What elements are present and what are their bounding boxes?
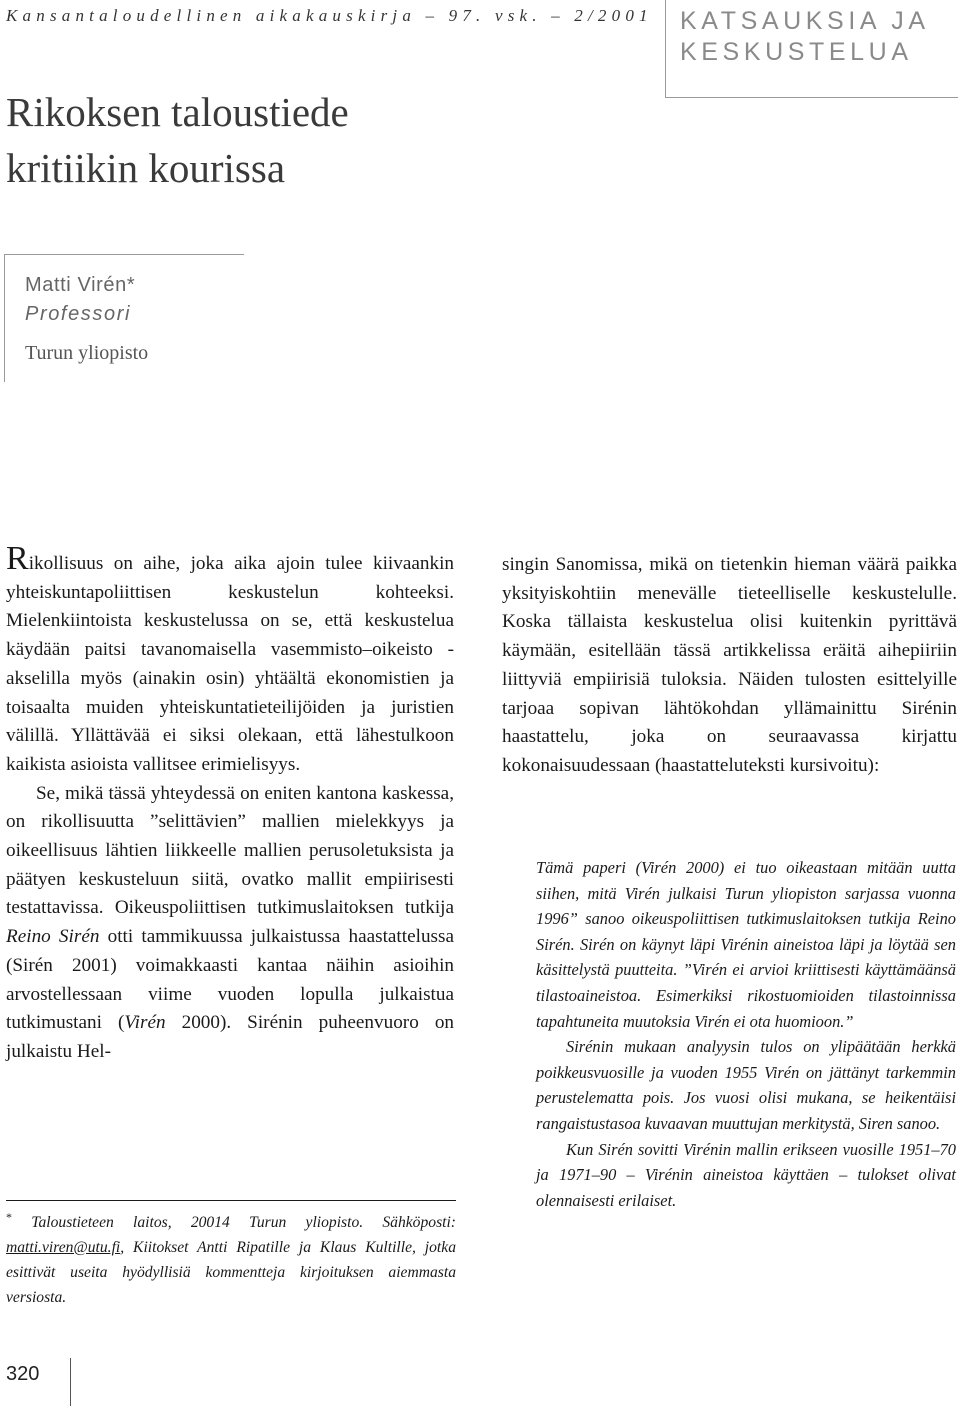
article-title-line1: Rikoksen taloustiede <box>6 89 349 135</box>
author-affiliation: Turun yliopisto <box>25 342 149 364</box>
author-name: Matti Virén* <box>25 274 136 296</box>
section-label <box>665 0 958 98</box>
footnote <box>6 1210 456 1310</box>
person-name-reference: Reino Sirén <box>6 926 100 948</box>
email-link[interactable]: matti.viren@utu.fi <box>6 1239 121 1256</box>
footnote-divider <box>6 1200 456 1201</box>
body-paragraph-1 <box>6 540 454 780</box>
section-label-line1: KATSAUKSIA JA <box>680 7 930 35</box>
body-paragraph-2 <box>6 780 454 1067</box>
quote-paragraph-1: Tämä paperi (Virén 2000) ei tuo oikeastaan mitään uutta siihen, mitä Virén julkaisi Turun yliopiston sarjassa vuonna 1996” sanoo oikeuspoliittisen tutkimuslaitoksen tutkija Reino Sirén. Sirén on käynyt läpi Virénin aineistoa läpi ja löytää sen käsittelystä puutteita. ”Virén ei arvioi kriittisesti käyttämäänsä tilastoaineistoa. Esimerkiksi rikostuomioiden tilastoinnissa tapahtuneita muutoksia Virén ei ota huomioon.” <box>536 858 956 1031</box>
body-paragraph-3: singin Sanomissa, mikä on tietenkin hieman väärä paikka yksityiskohtiin menevälle tieteelliselle keskustelulle. Koska tällaista keskustelua olisi kuitenkin pyrittävä käymään, esitellään tässä artikkelissa eräitä aihepiiriin liittyviä empiirisiä tuloksia. Näiden tulosten esittelyille tarjoaa sopivan lähtökohdan yllämainittu Sirénin haastattelu, joka on seuraavassa kirjattu kokonaisuudessaan (haastatteluteksti kursivoitu): <box>502 554 957 776</box>
footnote-text-a: Taloustieteen laitos, 20014 Turun yliopisto. Sähköposti: <box>12 1214 456 1231</box>
page-number-divider <box>70 1358 71 1406</box>
author-block <box>4 254 244 382</box>
quote-paragraph-3: Kun Sirén sovitti Virénin mallin erikseen vuosille 1951–70 ja 1971–90 – Virénin aineistoa käyttäen – tulokset olivat olennaisesti erilaiset. <box>536 1139 956 1210</box>
footnote-mark: * <box>6 1209 12 1224</box>
page-number: 320 <box>6 1363 40 1385</box>
body-paragraph-2-part-c: 2000). Sirénin puheenvuoro on julkaistu Hel- <box>6 1012 455 1062</box>
body-paragraph-1-text: ikollisuus on aihe, joka aika ajoin tulee kiivaankin yhteiskuntapoliittisen keskustelun kohteeksi. Mielenkiintoista keskustelussa on se, että keskustelua käydään paitsi tavanomaisella vasemmisto–oikeisto -akselilla myös (ainakin osin) yhtäältä ekonomistien ja toisaalta muiden yhteiskuntatieteilijöiden ja juristien välillä. Yllättävää ei siksi olekaan, että lähestulkoon kaikista asioista vallitsee erimielisyys. <box>6 553 454 775</box>
section-label-line2: KESKUSTELUA <box>680 38 913 66</box>
footnote-text-b: , Kiitokset Antti Ripatille ja Klaus Kultille, jotka esittivät useita hyödyllisiä kommentteja kirjoituksen aiemmasta versiosta. <box>6 1239 456 1306</box>
journal-header: Kansantaloudellinen aikakauskirja – 97. vsk. – 2/2001 <box>6 6 653 25</box>
interview-quote <box>536 855 956 1213</box>
drop-cap: R <box>6 540 29 577</box>
body-paragraph-2-part-a: Se, mikä tässä yhteydessä on eniten kantona kaskessa, on rikollisuutta ”selittävien” mallien mielekkyys ja oikeellisuus lähtien liikkeelle mallien perusoletuksista ja päätyen keskusteluun siitä, ovatko mallit empiirisesti testattavissa. Oikeuspoliittisen tutkimuslaitoksen tutkija <box>6 782 454 919</box>
author-role: Professori <box>25 303 132 325</box>
body-column-right <box>502 551 957 781</box>
article-title-line2: kritiikin kourissa <box>6 145 286 191</box>
body-column-left <box>6 540 455 1067</box>
citation-reference: Virén <box>124 1012 166 1034</box>
quote-paragraph-2: Sirénin mukaan analyysin tulos on ylipäätään herkkä poikkeusvuosille ja vuoden 1955 Virén on jättänyt tarkemmin perustelematta pois. Jos vuosi olisi mukana, se heikentäisi rangaistustasoa kuvaavan muuttujan merkitystä, Siren sanoo. <box>536 1037 956 1133</box>
body-paragraph-2-part-b: otti tammikuussa julkaistussa haastattelussa (Sirén 2001) voimakkaasti kantaa näihin asioihin arvostellessaan viime vuoden lopulla julkaistua tutkimustani ( <box>6 926 454 1034</box>
article-title <box>6 84 626 196</box>
